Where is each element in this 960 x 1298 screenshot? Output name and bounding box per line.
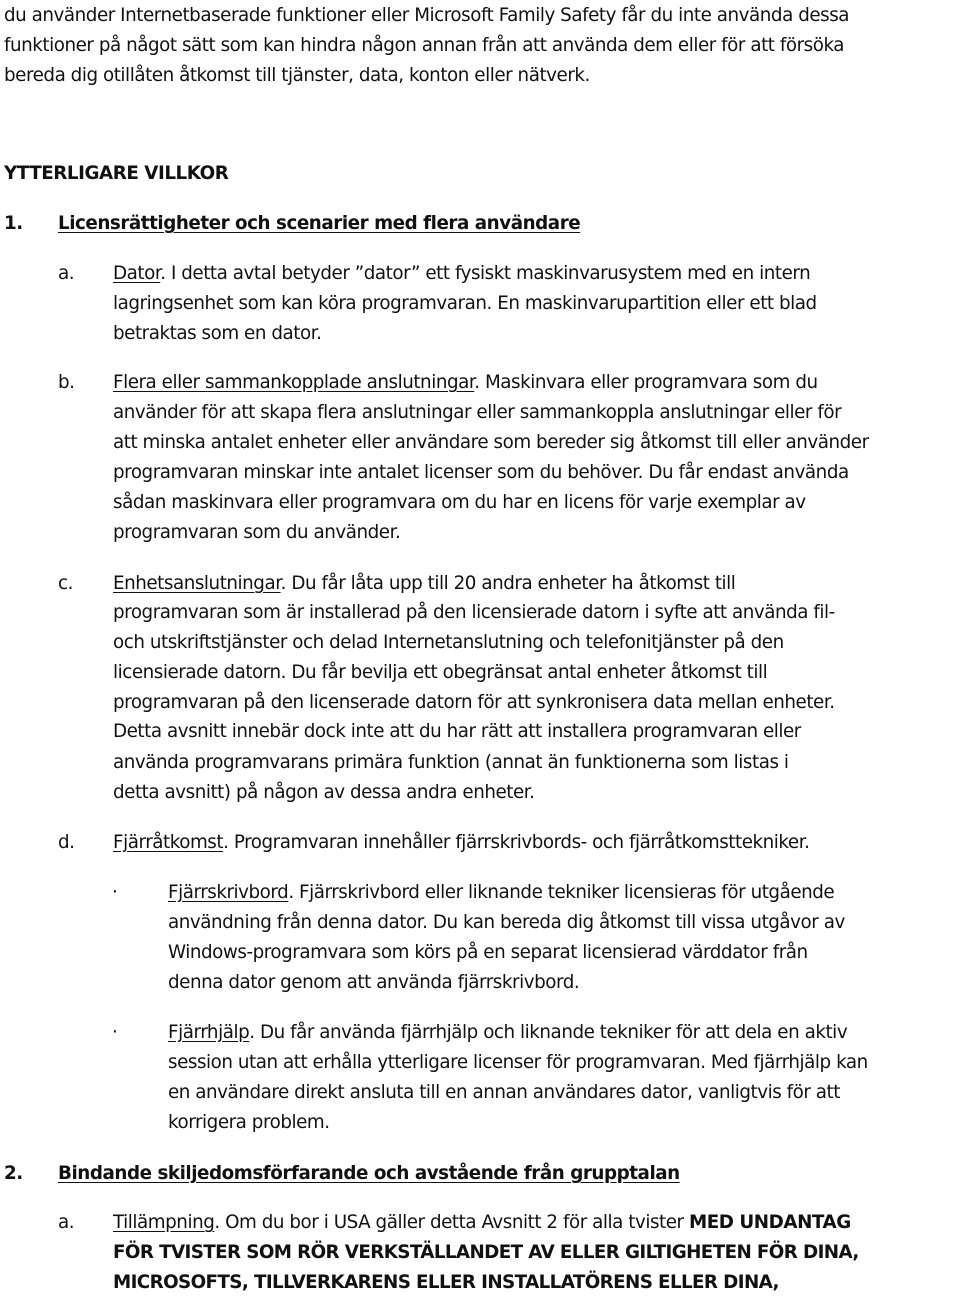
item-line: betraktas som en dator.: [113, 323, 322, 344]
item-line: programvaran som är installerad på den licensierade datorn i syfte att använda fil-: [113, 602, 835, 623]
item-line: Detta avsnitt innebär dock inte att du har rätt att installera programvaran eller: [113, 721, 801, 742]
bullet-title: Fjärrhjälp: [168, 1022, 250, 1043]
section-number: 2.: [4, 1163, 23, 1184]
item-text: . Programvaran innehåller fjärrskrivbords- och fjärråtkomsttekniker.: [223, 832, 810, 853]
item-line: lagringsenhet som kan köra programvaran. En maskinvarupartition eller ett blad: [113, 293, 817, 314]
item-line: licensierade datorn. Du får bevilja ett obegränsat antal enheter åtkomst till: [113, 662, 768, 683]
bullet-line: korrigera problem.: [168, 1112, 330, 1133]
item-line: använda programvarans primära funktion (annat än funktionerna som listas i: [113, 752, 789, 773]
bullet-text: . Du får använda fjärrhjälp och liknande tekniker för att dela en aktiv: [249, 1022, 848, 1043]
bullet-title: Fjärrskrivbord: [168, 882, 289, 903]
bullet-line: användning från denna dator. Du kan bereda dig åtkomst till vissa utgåvor av: [168, 912, 845, 933]
item-line: och utskriftstjänster och delad Internetanslutning och telefonitjänster på den: [113, 632, 784, 653]
item-title: Fjärråtkomst: [113, 832, 224, 853]
item-title: Dator: [113, 263, 161, 284]
item-title: Tillämpning: [113, 1212, 215, 1233]
item-title: Flera eller sammankopplade anslutningar: [113, 372, 475, 393]
item-marker: b.: [58, 372, 75, 393]
item-line: att minska antalet enheter eller användare som bereder sig åtkomst till eller använder: [113, 432, 869, 453]
item-line: programvaran minskar inte antalet licenser som du behöver. Du får endast använda: [113, 462, 849, 483]
item-line: använder för att skapa flera anslutningar eller sammankoppla anslutningar eller för: [113, 402, 842, 423]
item-text: . Om du bor i USA gäller detta Avsnitt 2 för alla tvister: [214, 1212, 689, 1233]
item-marker: a.: [58, 263, 75, 284]
item-marker: a.: [58, 1212, 75, 1233]
item-line: programvaran som du använder.: [113, 522, 401, 543]
item-text: . Maskinvara eller programvara som du: [474, 372, 818, 393]
item-line: sådan maskinvara eller programvara om du har en licens för varje exemplar av: [113, 492, 806, 513]
bullet-marker: ·: [112, 1022, 118, 1043]
item-line: detta avsnitt) på någon av dessa andra enheter.: [113, 782, 535, 803]
item-marker: c.: [58, 573, 73, 594]
item-marker: d.: [58, 832, 75, 853]
section-title: Bindande skiljedomsförfarande och avstående från grupptalan: [58, 1163, 680, 1184]
bullet-marker: ·: [112, 882, 118, 903]
bullet-line: session utan att erhålla ytterligare licenser för programvaran. Med fjärrhjälp kan: [168, 1052, 868, 1073]
bullet-line: denna dator genom att använda fjärrskrivbord.: [168, 972, 580, 993]
item-bold-text: MED UNDANTAG: [688, 1212, 851, 1233]
section-heading: YTTERLIGARE VILLKOR: [4, 163, 229, 184]
section-number: 1.: [4, 213, 23, 234]
intro-line: bereda dig otillåten åtkomst till tjänster, data, konton eller nätverk.: [4, 65, 590, 86]
item-line: MICROSOFTS, TILLVERKARENS ELLER INSTALLATÖRENS ELLER DINA,: [113, 1272, 779, 1293]
intro-line: du använder Internetbaserade funktioner eller Microsoft Family Safety får du inte använda dessa: [4, 5, 850, 26]
bullet-line: en användare direkt ansluta till en annan användares dator, vanligtvis för att: [168, 1082, 840, 1103]
item-text: . Du får låta upp till 20 andra enheter ha åtkomst till: [280, 573, 736, 594]
bullet-line: Windows-programvara som körs på en separat licensierad värddator från: [168, 942, 808, 963]
item-text: . I detta avtal betyder ”dator” ett fysiskt maskinvarusystem med en intern: [160, 263, 811, 284]
item-line: programvaran på den licenserade datorn för att synkronisera data mellan enheter.: [113, 692, 835, 713]
intro-line: funktioner på något sätt som kan hindra någon annan från att använda dem eller för att försöka: [4, 35, 845, 56]
item-line: FÖR TVISTER SOM RÖR VERKSTÄLLANDET AV ELLER GILTIGHETEN FÖR DINA,: [113, 1242, 859, 1263]
bullet-text: . Fjärrskrivbord eller liknande tekniker licensieras för utgående: [288, 882, 835, 903]
item-title: Enhetsanslutningar: [113, 573, 281, 594]
section-title: Licensrättigheter och scenarier med flera användare: [58, 213, 581, 234]
